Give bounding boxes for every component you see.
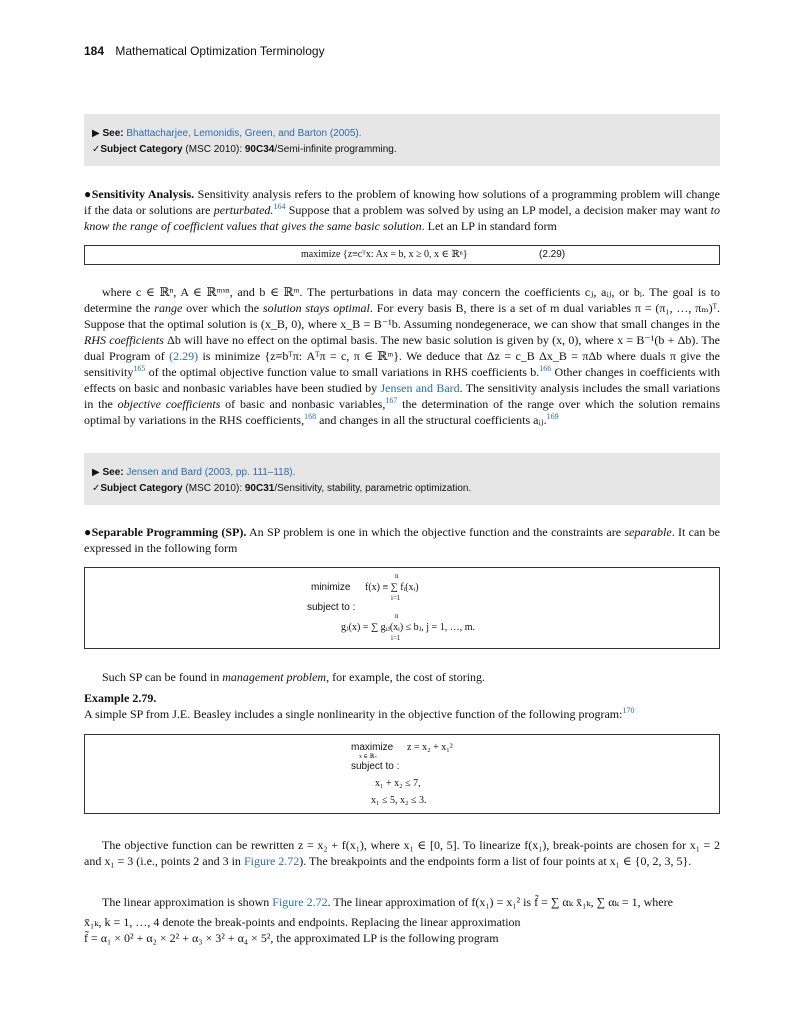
maximize-subscript: x ∈ ℝ₊	[359, 754, 378, 760]
equation-2-29-box	[84, 245, 720, 265]
example-title: Example 2.79.	[84, 691, 157, 705]
closing-paragraph-1	[84, 837, 720, 869]
separable-intro	[84, 524, 720, 556]
example-block	[84, 690, 720, 722]
msc-label: (MSC 2010):	[185, 483, 243, 494]
equation-2-29: maximize {z≡cᵀx: Ax = b, x ≥ 0, x ∈ ℝⁿ}	[301, 249, 468, 260]
text: the determination of the range over which the solution remains optimal by variations in the RHS coefficients,	[84, 397, 720, 427]
text: and changes in all the structural coefficients aᵢⱼ.	[316, 413, 547, 427]
page-number: 184	[84, 44, 105, 58]
text: Such SP can be found in	[102, 670, 223, 684]
subject-to-label: subject to :	[307, 602, 356, 613]
footnote-164[interactable]: 164	[273, 202, 286, 211]
emphasis: RHS coefficients	[84, 333, 164, 347]
emphasis: separable	[624, 525, 672, 539]
text: over which the	[182, 301, 263, 315]
term-separable: Separable Programming (SP).	[91, 525, 247, 539]
running-header	[84, 44, 325, 58]
sum-upper: n	[395, 612, 399, 620]
constraint-2: x₁ ≤ 5, x₂ ≤ 3.	[371, 795, 427, 806]
text: . The sensitivity analysis includes the small variations in the	[84, 381, 720, 411]
text: f̃ = α₁ × 0² + α₂ × 2² + α₃ × 3² + α₄ × 5², the approximated LP is the following program	[84, 931, 499, 945]
sensitivity-intro	[84, 186, 720, 234]
subject-category-label: ✓Subject Category	[92, 483, 183, 494]
emphasis: to know the range of coefficient values that gives the same basic solution	[84, 203, 721, 233]
text: . Let an LP in standard form	[421, 219, 557, 233]
sensitivity-body	[84, 284, 720, 428]
example-objective: z = x₂ + x₁²	[407, 742, 453, 753]
see-reference-link[interactable]: Bhattacharjee, Lemonidis, Green, and Barton (2005).	[126, 128, 362, 139]
msc-label: (MSC 2010):	[185, 144, 243, 155]
text: ). The breakpoints and the endpoints form a list of four points at x₁ ∈ {0, 2, 3, 5}.	[299, 854, 692, 868]
footnote-170[interactable]: 170	[622, 706, 635, 715]
equation-ref-link[interactable]: (2.29)	[169, 349, 199, 363]
constraint-1: x₁ + x₂ ≤ 7,	[375, 778, 421, 789]
sp-constraint: gⱼ(x) = ∑ gᵢⱼ(xᵢ) ≤ bⱼ, j = 1, …, m.	[341, 622, 475, 633]
text: is minimize {z≡bᵀπ: Aᵀπ = c, π ∈ ℝᵐ}. We deduce that Δz = c_B Δx_B = πΔb where duals π give the sensitivity	[84, 349, 721, 379]
text: of basic and nonbasic variables,	[220, 397, 386, 411]
text: , for example, the cost of storing.	[326, 670, 486, 684]
header-title: Mathematical Optimization Terminology	[115, 44, 325, 58]
see-box-2	[84, 453, 720, 505]
text: Other changes in coefficients with effects on basic and nonbasic variables have been studied by	[84, 365, 721, 395]
sp-after	[84, 669, 720, 685]
text: . The linear approximation of f(x₁) = x₁² is f̃ = ∑ αₖ x̄₁ₖ, ∑ αₖ = 1, where	[327, 895, 673, 909]
see-box-1	[84, 114, 720, 166]
sum-upper: n	[395, 572, 399, 580]
emphasis: perturbated.	[213, 203, 274, 217]
text: Δb will have no effect on the optimal basis. The new basic solution is given by (x, 0), where x = B⁻¹(b + Δb). The dual Program of	[84, 333, 721, 363]
emphasis: range	[154, 301, 183, 315]
figure-link[interactable]: Figure 2.72	[243, 854, 300, 868]
emphasis: solution stays optimal	[262, 301, 370, 315]
footnote-167[interactable]: 167	[385, 396, 398, 405]
text: The objective function can be rewritten z = x₂ + f(x₁), where x₁ ∈ [0, 5]. To linearize f(x₁), break-points are chosen for x₁ = 2 and x₁ = 3 (i.e., points 2 and 3 in	[84, 838, 720, 868]
sp-form-box	[84, 567, 720, 649]
footnote-168[interactable]: 168	[304, 412, 317, 421]
text: x̄₁ₖ, k = 1, …, 4 denote the break-points and endpoints. Replacing the linear approximation	[84, 915, 521, 929]
emphasis: management problem	[222, 670, 327, 684]
figure-link[interactable]: Figure 2.72	[272, 895, 328, 909]
sum-lower: i=1	[391, 594, 401, 602]
text: . For every basis B, there is a set of m dual variables π = (π₁, …, πₘ)ᵀ. Suppose that the optimal solution is (x_B, 0), where x_B = B⁻¹b. Assuming nondegenerace, we can show that small changes in the	[84, 301, 721, 331]
bullet-icon: ●	[84, 187, 92, 201]
footnote-165[interactable]: 165	[133, 364, 146, 373]
footnote-166[interactable]: 166	[539, 364, 552, 373]
bullet-icon: ●	[84, 525, 92, 539]
category-desc: /Semi-infinite programming.	[274, 144, 397, 155]
citation-link[interactable]: Jensen and Bard	[380, 381, 460, 395]
emphasis: objective coefficients	[117, 397, 221, 411]
minimize-label: minimize	[311, 582, 351, 593]
see-label: ▶ See:	[92, 128, 124, 139]
see-label: ▶ See:	[92, 467, 124, 478]
text: An SP problem is one in which the objective function and the constraints are	[246, 525, 625, 539]
text: . It can be expressed in the following form	[84, 525, 720, 555]
text: where c ∈ ℝⁿ, A ∈ ℝᵐˣⁿ, and b ∈ ℝᵐ. The perturbations in data may concern the coefficients cⱼ, aᵢⱼ, or bᵢ. The goal is to determine the	[84, 285, 720, 315]
term-sensitivity: Sensitivity Analysis.	[91, 187, 195, 201]
footnote-169[interactable]: 169	[546, 412, 559, 421]
equation-number: (2.29)	[539, 249, 566, 260]
category-code: 90C31	[244, 483, 275, 494]
text: Suppose that a problem was solved by using an LP model, a decision maker may want	[285, 203, 711, 217]
subject-to-label: subject to :	[351, 761, 400, 772]
example-intro: A simple SP from J.E. Beasley includes a single nonlinearity in the objective function of the following program:	[84, 707, 623, 721]
subject-category-label: ✓Subject Category	[92, 144, 183, 155]
text: The linear approximation is shown	[102, 895, 273, 909]
sum-lower: i=1	[391, 634, 401, 642]
maximize-label: maximize	[351, 742, 394, 753]
text: of the optimal objective function value to small variations in RHS coefficients b.	[145, 365, 540, 379]
text: Sensitivity analysis refers to the problem of knowing how solutions of a programming problem will change if the data or solutions are	[84, 187, 721, 217]
category-code: 90C34	[244, 144, 275, 155]
closing-paragraph-2	[84, 894, 720, 946]
category-desc: /Sensitivity, stability, parametric optimization.	[274, 483, 472, 494]
example-program-box	[84, 734, 720, 814]
sp-objective: f(x) ≡ ∑ fᵢ(xᵢ)	[365, 582, 419, 593]
see-reference-link[interactable]: Jensen and Bard (2003, pp. 111–118).	[126, 467, 296, 478]
